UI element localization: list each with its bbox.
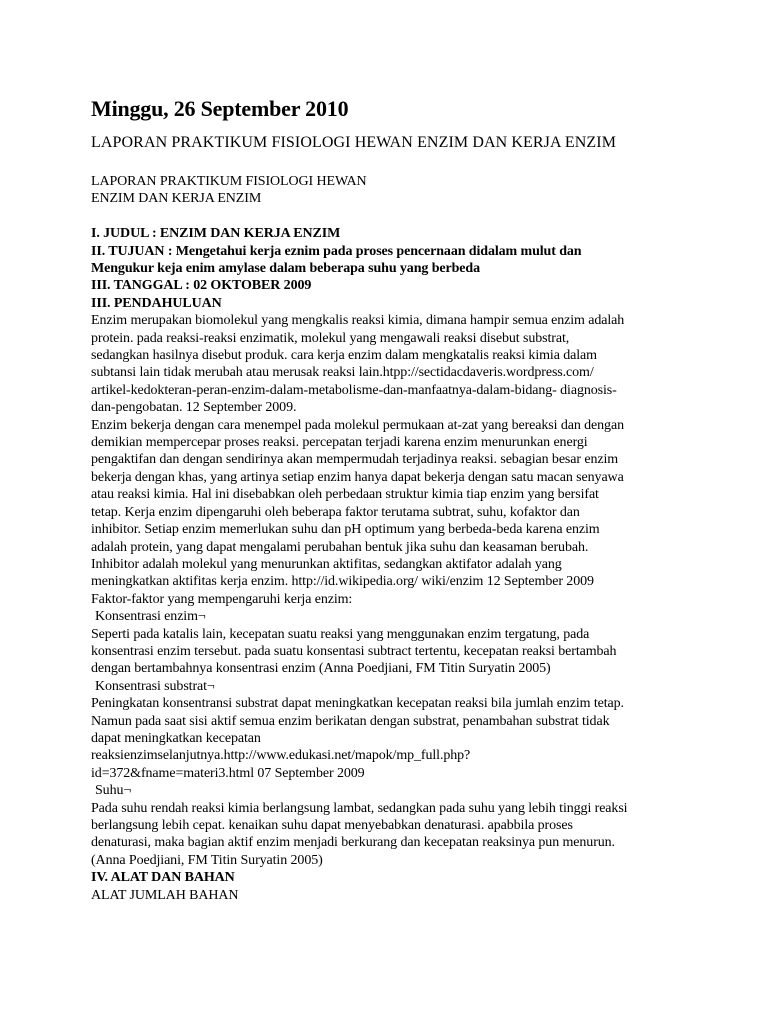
paragraph-line: protein. pada reaksi-reaksi enzimatik, molekul yang mengawali reaksi disebut substrat, [91, 330, 570, 346]
report-header-line: LAPORAN PRAKTIKUM FISIOLOGI HEWAN [91, 174, 367, 189]
post-title: LAPORAN PRAKTIKUM FISIOLOGI HEWAN ENZIM DAN KERJA ENZIM [91, 134, 617, 151]
subsection-konsentrasi-enzim: Konsentrasi enzim¬ [95, 609, 206, 625]
paragraph-2 [91, 417, 691, 608]
paragraph-line: atau reaksi kimia. Hal ini disebabkan oleh perbedaan struktur kimia tiap enzim yang bersifat [91, 487, 599, 503]
report-header-line: ENZIM DAN KERJA ENZIM [91, 191, 262, 207]
konsentrasi-enzim-text [91, 626, 691, 678]
paragraph-line: dengan bertambahnya konsentrasi enzim (Anna Poedjiani, FM Titin Suryatin 2005) [91, 661, 551, 677]
paragraph-line: bekerja dengan khas, yang artinya setiap enzim hanya dapat bekerja dengan satu macan senyawa [91, 469, 624, 485]
paragraph-line: dapat meningkatkan kecepatan [91, 730, 261, 746]
konsentrasi-substrat-text [91, 695, 691, 782]
paragraph-line: denaturasi, maka bagian aktif enzim menjadi berkurang dan kecepatan reaksinya pun menurun. [91, 835, 615, 851]
section-alat-heading: IV. ALAT DAN BAHAN [91, 870, 235, 886]
paragraph-line: berlangsung lebih cepat. kenaikan suhu dapat menyebabkan denaturasi. apabbila proses [91, 818, 573, 834]
section-tanggal: III. TANGGAL : 02 OKTOBER 2009 [91, 278, 312, 294]
paragraph-line: subtansi lain tidak merubah atau merusak reaksi lain.htpp://sectidacdaveris.wordpress.com/ [91, 365, 594, 381]
report-body [91, 173, 691, 904]
paragraph-1 [91, 312, 691, 416]
subsection-suhu: Suhu¬ [95, 783, 132, 799]
paragraph-line: Enzim merupakan biomolekul yang mengkalis reaksi kimia, dimana hampir semua enzim adalah [91, 313, 625, 329]
paragraph-line: artikel-kedokteran-peran-enzim-dalam-metabolisme-dan-manfaatnya-dalam-bidang- diagnosis- [91, 382, 617, 398]
paragraph-line: Enzim bekerja dengan cara menempel pada molekul permukaan at-zat yang bereaksi dan dengan [91, 417, 624, 433]
section-judul: I. JUDUL : ENZIM DAN KERJA ENZIM [91, 226, 341, 242]
paragraph-line: inhibitor. Setiap enzim memerlukan suhu dan pH optimum yang berbeda-beda karena enzim [91, 522, 600, 538]
alat-subheading: ALAT JUMLAH BAHAN [91, 887, 239, 903]
paragraph-line: pengaktifan dan dengan sendirinya akan mempermudah terjadinya reaksi. sebagian besar enzim [91, 452, 619, 468]
paragraph-line: meningkatkan aktifitas kerja enzim. http://id.wikipedia.org/ wiki/enzim 12 September 2009 [91, 574, 594, 590]
paragraph-line: Inhibitor adalah molekul yang menurunkan aktifitas, sedangkan aktifator adalah yang [91, 556, 562, 572]
section-tujuan-line: II. TUJUAN : Mengetahui kerja eznim pada proses pencernaan didalam mulut dan [91, 243, 582, 259]
paragraph-line: Pada suhu rendah reaksi kimia berlangsung lambat, sedangkan pada suhu yang lebih tinggi reaksi [91, 800, 628, 816]
paragraph-line: id=372&fname=materi3.html 07 September 2009 [91, 765, 365, 781]
paragraph-line: sedangkan hasilnya disebut produk. cara kerja enzim dalam mengkatalis reaksi kimia dalam [91, 348, 597, 364]
paragraph-line: demikian mempercepar proses reaksi. percepatan terjadi karena enzim menurunkan energi [91, 435, 588, 451]
subsection-konsentrasi-substrat: Konsentrasi substrat¬ [95, 678, 215, 694]
paragraph-line: (Anna Poedjiani, FM Titin Suryatin 2005) [91, 852, 323, 868]
suhu-text [91, 800, 691, 870]
paragraph-line: dan-pengobatan. 12 September 2009. [91, 400, 297, 416]
paragraph-line: adalah protein, yang dapat mengalami perubahan bentuk jika suhu dan keasaman berubah. [91, 539, 589, 555]
paragraph-line: Peningkatan konsentransi substrat dapat meningkatkan kecepatan reaksi bila jumlah enzim tetap. [91, 696, 624, 712]
paragraph-line: reaksienzimselanjutnya.http://www.edukasi.net/mapok/mp_full.php? [91, 748, 471, 764]
paragraph-line: tetap. Kerja enzim dipengaruhi oleh beberapa faktor terutama subtrat, suhu, kofaktor dan [91, 504, 580, 520]
paragraph-line: Faktor-faktor yang mempengaruhi kerja enzim: [91, 591, 353, 607]
document-page [91, 96, 691, 904]
date-heading: Minggu, 26 September 2010 [91, 96, 349, 121]
paragraph-line: konsentrasi enzim tersebut. pada suatu konsentasi subtract tertentu, kecepatan reaksi bertambah [91, 643, 617, 659]
section-pendahuluan-heading: III. PENDAHULUAN [91, 295, 222, 311]
section-tujuan-line: Mengukur keja enim amylase dalam beberapa suhu yang berbeda [91, 261, 480, 277]
paragraph-line: Namun pada saat sisi aktif semua enzim berikatan dengan substrat, penambahan substrat tidak [91, 713, 610, 729]
paragraph-line: Seperti pada katalis lain, kecepatan suatu reaksi yang menggunakan enzim tergatung, pada [91, 626, 590, 642]
